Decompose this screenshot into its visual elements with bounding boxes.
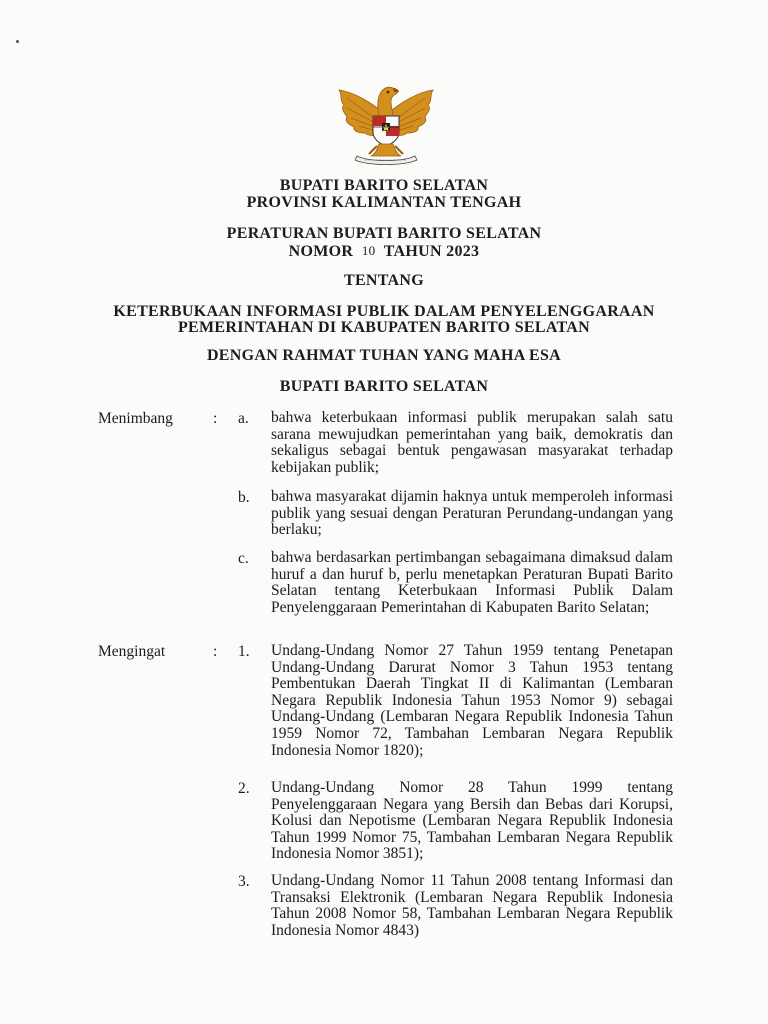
- regulation-year: TAHUN 2023: [383, 243, 480, 260]
- menimbang-marker-b: b.: [238, 489, 250, 506]
- menimbang-item-a: bahwa keterbukaan informasi publik merupakan salah satu sarana mewujudkan pemerintahan yang baik, demokratis dan sekaligus sebagai bentuk pengawasan masyarakat terhadap kebijakan publik;: [271, 409, 673, 476]
- number-prefix: NOMOR: [288, 243, 354, 260]
- about-heading: TENTANG: [343, 272, 425, 289]
- regent-title: BUPATI BARITO SELATAN: [279, 177, 489, 194]
- province-title: PROVINSI KALIMANTAN TENGAH: [246, 194, 522, 211]
- mengingat-item-2: Undang-Undang Nomor 28 Tahun 1999 tentang Penyelenggaraan Negara yang Bersih dan Bebas dari Korupsi, Kolusi dan Nepotisme (Lembaran Negara Republik Indonesia Tahun 1999 Nomor 75, Tambahan Lembaran Negara Republik Indonesia Nomor 3851);: [271, 779, 673, 863]
- menimbang-item-c: bahwa berdasarkan pertimbangan sebagaimana dimaksud dalam huruf a dan huruf b, perlu menetapkan Peraturan Bupati Barito Selatan tentang Keterbukaan Informasi Publik Dalam Penyelenggaraan Pemerintahan di Kabupaten Barito Selatan;: [271, 549, 673, 616]
- mengingat-marker-3: 3.: [238, 873, 250, 890]
- subject-line-2: PEMERINTAHAN DI KABUPATEN BARITO SELATAN: [177, 319, 591, 336]
- menimbang-marker-c: c.: [238, 550, 249, 567]
- garuda-emblem-icon: [333, 80, 439, 166]
- menimbang-colon: :: [213, 410, 218, 427]
- regulation-title: PERATURAN BUPATI BARITO SELATAN: [226, 225, 542, 242]
- mengingat-marker-1: 1.: [238, 643, 250, 660]
- scan-speck: [16, 40, 19, 43]
- menimbang-marker-a: a.: [238, 410, 249, 427]
- mengingat-item-1: Undang-Undang Nomor 27 Tahun 1959 tentang Penetapan Undang-Undang Darurat Nomor 3 Tahun 1953 tentang Pembentukan Daerah Tingkat II di Kalimantan (Lembaran Negara Republik Indonesia Tahun 1953 Nomor 9) sebagai Undang-Undang (Lembaran Negara Republik Indonesia Tahun 1959 Nomor 72, Tambahan Lembaran Negara Republik Indonesia Nomor 1820);: [271, 642, 673, 759]
- regulation-number: 10: [361, 243, 376, 258]
- mengingat-item-3: Undang-Undang Nomor 11 Tahun 2008 tentang Informasi dan Transaksi Elektronik (Lembaran Negara Republik Indonesia Tahun 2008 Nomor 58, Tambahan Lembaran Negara Republik Indonesia Nomor 4843): [271, 872, 673, 939]
- mengingat-label: Mengingat: [98, 643, 166, 660]
- mengingat-marker-2: 2.: [238, 780, 250, 797]
- menimbang-label: Menimbang: [98, 410, 173, 427]
- authority-title: BUPATI BARITO SELATAN: [279, 378, 489, 395]
- subject-line-1: KETERBUKAAN INFORMASI PUBLIK DALAM PENYELENGGARAAN: [113, 303, 655, 320]
- mengingat-colon: :: [213, 643, 218, 660]
- invocation: DENGAN RAHMAT TUHAN YANG MAHA ESA: [206, 347, 562, 364]
- menimbang-item-b: bahwa masyarakat dijamin haknya untuk memperoleh informasi publik yang sesuai dengan Peraturan Perundang-undangan yang berlaku;: [271, 488, 673, 539]
- regulation-number-line: [0, 242, 768, 261]
